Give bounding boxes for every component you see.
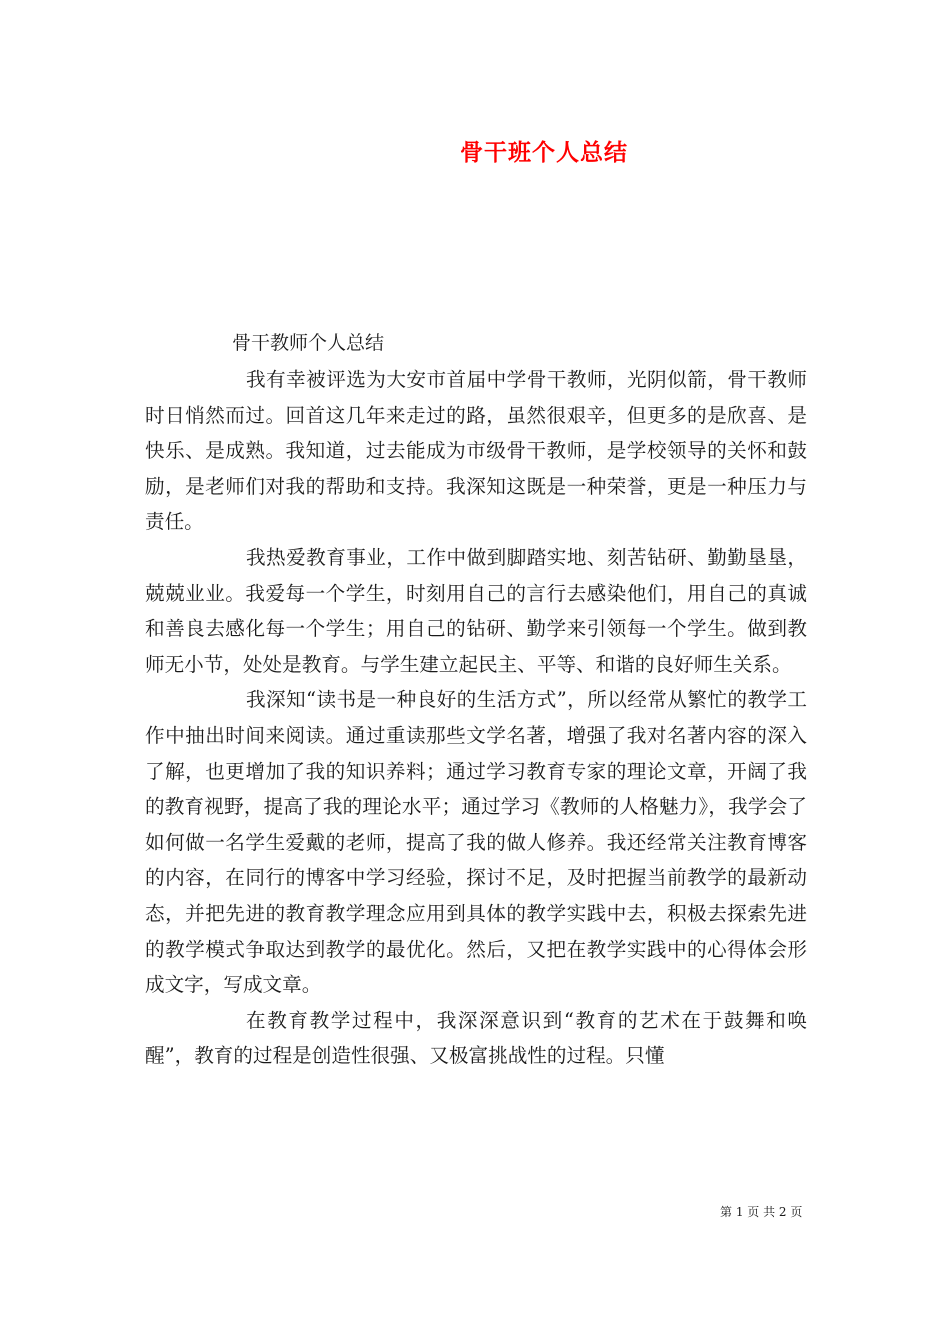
page-number-footer: 第 1 页 共 2 页: [720, 1205, 803, 1219]
document-subtitle: 骨干教师个人总结: [232, 332, 385, 354]
paragraph: 我热爱教育事业，工作中做到脚踏实地、刻苦钻研、勤勤垦垦，兢兢业业。我爱每一个学生，时刻用自己的言行去感染他们，用自己的真诚和善良去感化每一个学生；用自己的钻研、勤学来引领每一个学生。做到教师无小节，处处是教育。与学生建立起民主、平等、和谐的良好师生关系。: [145, 545, 807, 676]
paragraph: 我深知“读书是一种良好的生活方式”，所以经常从繁忙的教学工作中抽出时间来阅读。通过重读那些文学名著，增强了我对名著内容的深入了解，也更增加了我的知识养料；通过学习教育专家的理论文章，开阔了我的教育视野，提高了我的理论水平；通过学习《教师的人格魅力》，我学会了如何做一名学生爱戴的老师，提高了我的做人修养。我还经常关注教育博客的内容，在同行的博客中学习经验，探讨不足，及时把握当前教学的最新动态，并把先进的教育教学理念应用到具体的教学实践中去，积极去探索先进的教学模式争取达到教学的最优化。然后，又把在教学实践中的心得体会形成文字，写成文章。: [145, 688, 807, 997]
document-title: 骨干班个人总结: [460, 139, 628, 166]
paragraph: 我有幸被评选为大安市首届中学骨干教师，光阴似箭，骨干教师时日悄然而过。回首这几年来走过的路，虽然很艰辛，但更多的是欣喜、是快乐、是成熟。我知道，过去能成为市级骨干教师，是学校领导的关怀和鼓励，是老师们对我的帮助和支持。我深知这既是一种荣誉，更是一种压力与责任。: [145, 368, 807, 534]
document-body: [145, 362, 807, 1074]
paragraph: 在教育教学过程中，我深深意识到“教育的艺术在于鼓舞和唤醒”，教育的过程是创造性很强、又极富挑战性的过程。只懂: [145, 1008, 807, 1068]
